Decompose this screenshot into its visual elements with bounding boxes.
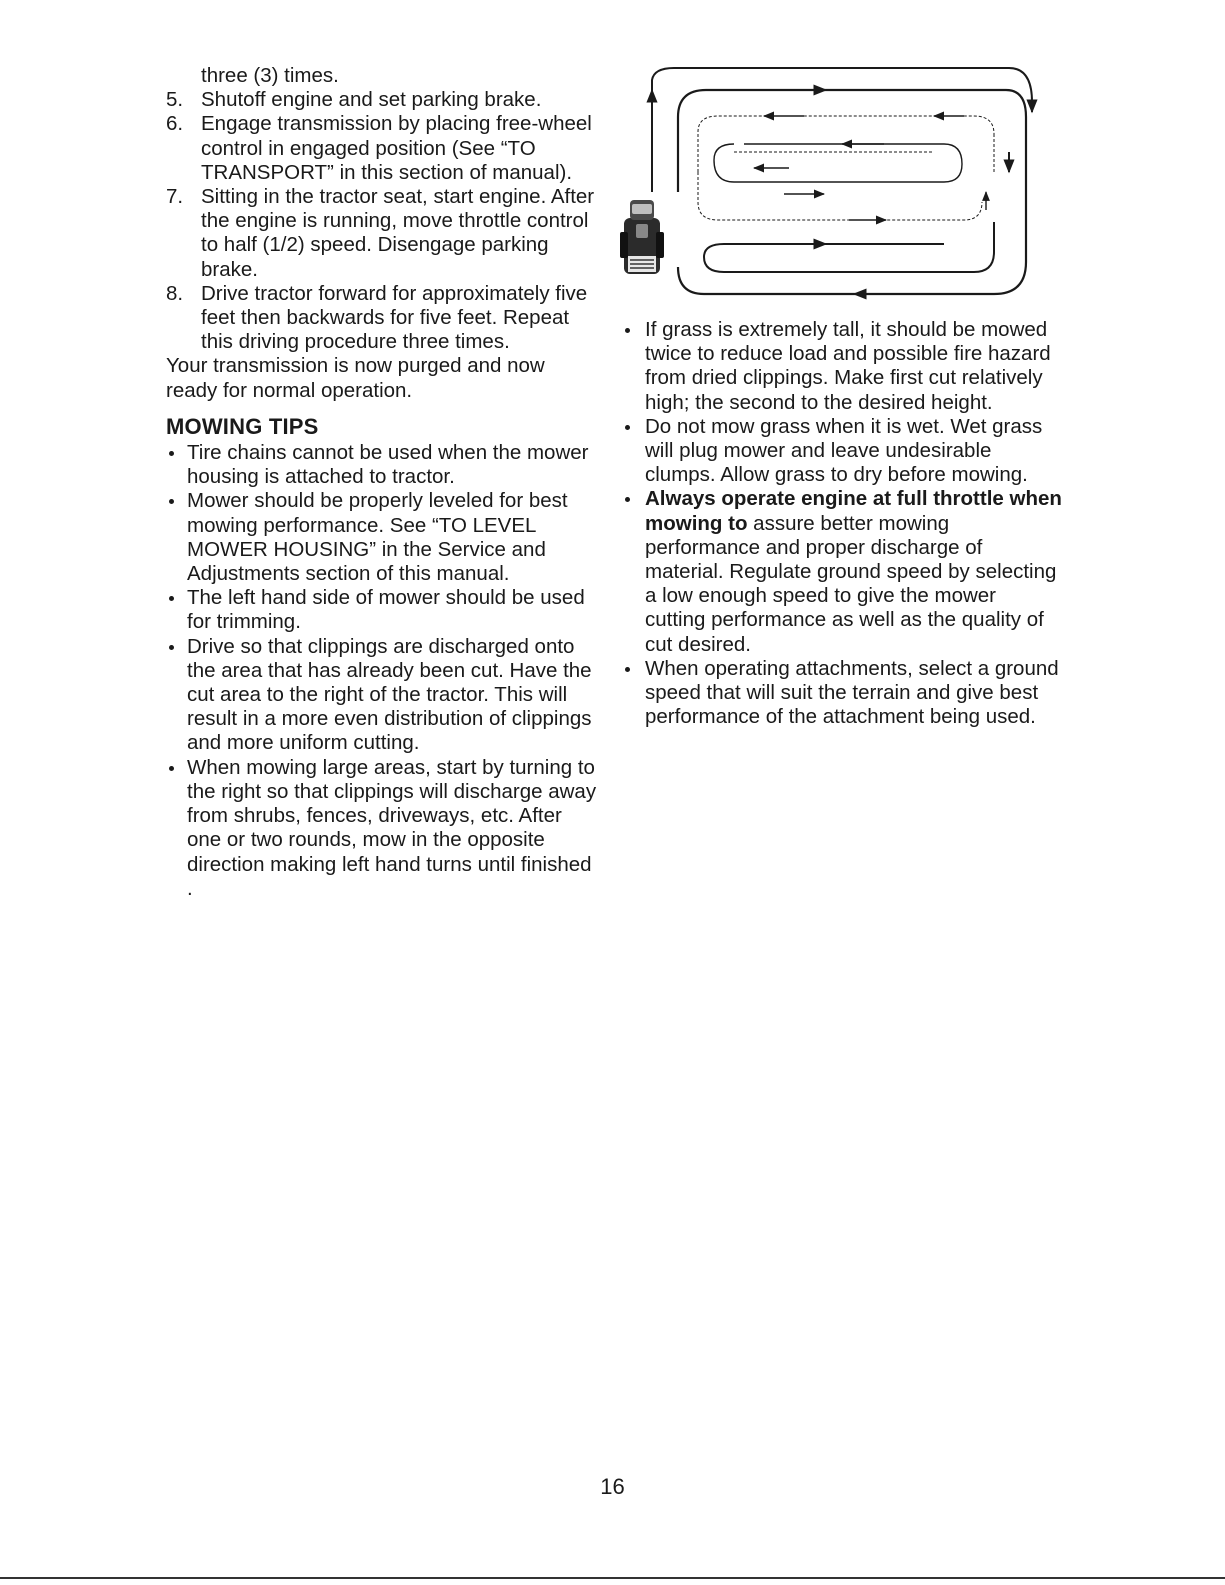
tip-item: [622, 657, 1062, 730]
tip-text: Do not mow grass when it is wet. Wet grass will plug mower and leave undesirable clumps. Allow grass to dry before mowing.: [645, 414, 1043, 487]
step-number: 8.: [166, 281, 184, 305]
tip-item: Tire chains cannot be used when the mower housing is attached to tractor.: [166, 441, 598, 489]
step-number: 5.: [166, 88, 184, 112]
step-number: 6.: [166, 112, 184, 136]
left-column: [166, 64, 598, 901]
tip-item: When mowing large areas, start by turning to the right so that clippings will discharge away from shrubs, fences, driveways, etc. After one or two rounds, mow in the opposite direction making left hand turns until finished .: [166, 756, 598, 901]
mowing-pattern-diagram: [614, 62, 1042, 308]
tip-item: Mower should be properly leveled for best mowing performance. See “TO LEVEL MOWER HOUSING” in the Service and Adjustments section of this manual.: [166, 489, 598, 586]
tip-bold-lead: Always operate engine at full throttle when mowing to: [645, 487, 1062, 535]
step-item: [166, 88, 598, 112]
step-continuation: three (3) times.: [201, 64, 339, 87]
loop-1: [678, 90, 1026, 294]
purge-steps-list: [166, 88, 598, 354]
step-number: 7.: [166, 185, 184, 209]
tip-item: [622, 318, 1062, 415]
right-column: [622, 318, 1062, 729]
tip-item: [622, 415, 1062, 488]
step-item: [166, 282, 598, 355]
tip-text: assure better mowing performance and proper discharge of material. Regulate ground speed by selecting a low enough speed to give the mower cutting performance as well as the quality of cut desired.: [645, 511, 1057, 656]
tip-item: Drive so that clippings are discharged onto the area that has already been cut. Have the cut area to the right of the tractor. This will result in a more even distribution of clippings and more uniform cutting.: [166, 635, 598, 756]
step-item: [166, 112, 598, 185]
tip-text: If grass is extremely tall, it should be mowed twice to reduce load and possible fire hazard from dried clippings. Make first cut relatively high; the second to the desired height.: [645, 318, 1051, 414]
page-number: 16: [600, 1474, 625, 1499]
loop-3: [714, 144, 962, 182]
tip-item: [622, 487, 1062, 656]
step-item: [166, 185, 598, 282]
step-text: Engage transmission by placing free-wheel control in engaged position (See “TO TRANSPORT” in this section of manual).: [201, 112, 592, 184]
step-text: Sitting in the tractor seat, start engine. After the engine is running, move throttle control to half (1/2) speed. Disengage parking brake.: [201, 185, 595, 281]
riding-mower-icon: [620, 200, 664, 274]
tip-text: When operating attachments, select a ground speed that will suit the terrain and give best performance of the attachment being used.: [645, 656, 1059, 729]
purge-closing-paragraph: Your transmission is now purged and now ready for normal operation.: [166, 354, 545, 402]
mowing-tips-list-continued: [622, 318, 1062, 729]
bottom-border: [0, 1577, 1225, 1579]
section-heading: MOWING TIPS: [166, 413, 319, 439]
step-text: Shutoff engine and set parking brake.: [201, 88, 542, 112]
step-text: Drive tractor forward for approximately five feet then backwards for five feet. Repeat this driving procedure three times.: [201, 281, 588, 354]
mowing-tips-list: [166, 441, 598, 901]
tip-item: The left hand side of mower should be used for trimming.: [166, 586, 598, 634]
